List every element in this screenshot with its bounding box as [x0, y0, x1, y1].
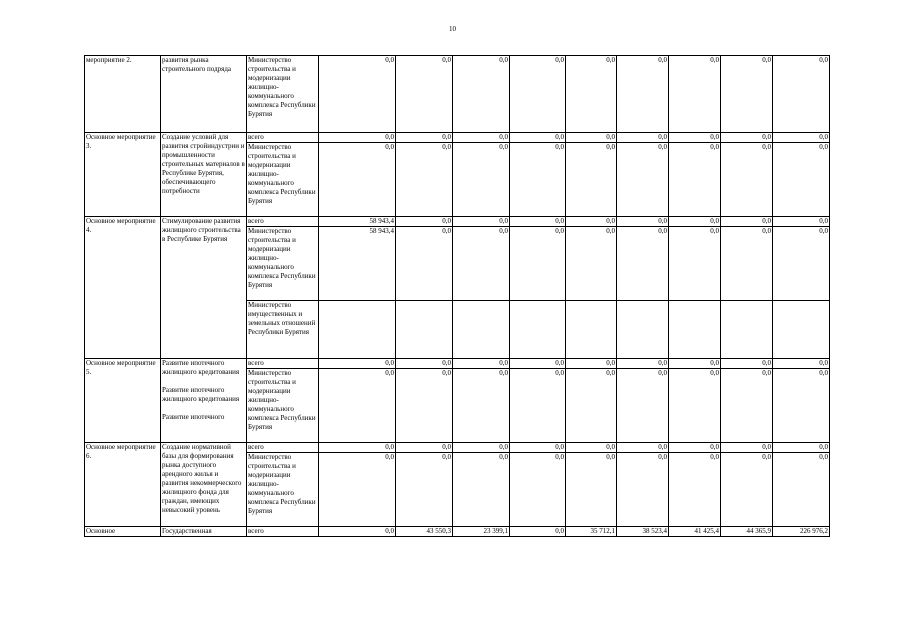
table-row [85, 133, 830, 143]
value-cell: 0,0 [721, 359, 773, 369]
event-name: Стимулирование развития жилищного строительства в Республике Бурятия [161, 217, 247, 359]
value-cell: 0,0 [453, 453, 510, 527]
value-cell: 0,0 [617, 217, 669, 227]
executor: всего [247, 359, 319, 369]
value-cell: 0,0 [617, 369, 669, 443]
value-cell: 0,0 [453, 227, 510, 301]
event-name [161, 359, 247, 443]
event-name: развития рынка строительного подряда [161, 56, 247, 133]
value-cell: 41 425,4 [669, 527, 721, 537]
event-number: Основное мероприятие 5. [85, 359, 161, 443]
value-cell: 0,0 [566, 217, 617, 227]
value-cell: 0,0 [566, 453, 617, 527]
value-cell: 0,0 [396, 443, 453, 453]
value-cell: 226 976,2 [773, 527, 830, 537]
value-cell: 0,0 [773, 143, 830, 217]
executor: Министерство строительства и модернизации жилищно-коммунального комплекса Республики Бурятия [247, 453, 319, 527]
value-cell [669, 301, 721, 359]
value-cell: 0,0 [453, 56, 510, 133]
value-cell: 35 712,1 [566, 527, 617, 537]
value-cell: 0,0 [721, 143, 773, 217]
event-number: Основное мероприятие 3. [85, 133, 161, 217]
event-number: Основное [85, 527, 161, 537]
executor: всего [247, 217, 319, 227]
value-cell: 0,0 [721, 56, 773, 133]
value-cell: 0,0 [510, 143, 566, 217]
value-cell: 0,0 [319, 56, 396, 133]
value-cell: 0,0 [617, 143, 669, 217]
value-cell: 23 399,1 [453, 527, 510, 537]
value-cell: 0,0 [617, 443, 669, 453]
table-row [85, 527, 830, 537]
value-cell: 0,0 [617, 359, 669, 369]
value-cell: 0,0 [669, 143, 721, 217]
value-cell: 0,0 [669, 359, 721, 369]
value-cell: 0,0 [510, 527, 566, 537]
value-cell: 58 943,4 [319, 227, 396, 301]
value-cell: 0,0 [510, 359, 566, 369]
executor: Министерство строительства и модернизации жилищно-коммунального комплекса Республики Бурятия [247, 369, 319, 443]
value-cell: 0,0 [617, 227, 669, 301]
value-cell: 0,0 [617, 56, 669, 133]
executor: Министерство имущественных и земельных отношений Республики Бурятия [247, 301, 319, 359]
event-number: Основное мероприятие 4. [85, 217, 161, 359]
value-cell: 58 943,4 [319, 217, 396, 227]
value-cell: 0,0 [721, 133, 773, 143]
value-cell: 0,0 [773, 369, 830, 443]
event-name-line: Развитие ипотечного [162, 413, 225, 421]
value-cell: 0,0 [319, 359, 396, 369]
executor: всего [247, 133, 319, 143]
value-cell: 0,0 [773, 133, 830, 143]
value-cell: 0,0 [510, 217, 566, 227]
value-cell: 0,0 [396, 56, 453, 133]
value-cell: 0,0 [319, 133, 396, 143]
value-cell: 0,0 [773, 56, 830, 133]
value-cell: 0,0 [721, 443, 773, 453]
value-cell: 0,0 [319, 527, 396, 537]
value-cell: 0,0 [453, 143, 510, 217]
value-cell: 0,0 [396, 453, 453, 527]
value-cell: 0,0 [773, 227, 830, 301]
value-cell: 0,0 [617, 133, 669, 143]
value-cell: 0,0 [453, 443, 510, 453]
value-cell: 0,0 [669, 217, 721, 227]
value-cell: 0,0 [669, 369, 721, 443]
value-cell: 0,0 [617, 453, 669, 527]
value-cell: 0,0 [566, 133, 617, 143]
value-cell: 0,0 [319, 369, 396, 443]
event-name-line: Развитие ипотечного жилищного кредитования [162, 386, 240, 403]
value-cell: 0,0 [453, 133, 510, 143]
value-cell: 0,0 [773, 359, 830, 369]
table-row [85, 443, 830, 453]
value-cell: 0,0 [319, 143, 396, 217]
value-cell: 38 523,4 [617, 527, 669, 537]
value-cell: 0,0 [773, 453, 830, 527]
value-cell: 0,0 [669, 133, 721, 143]
value-cell: 0,0 [773, 443, 830, 453]
value-cell: 0,0 [396, 369, 453, 443]
value-cell: 0,0 [396, 143, 453, 217]
event-number: Основное мероприятие 6. [85, 443, 161, 527]
value-cell: 0,0 [566, 443, 617, 453]
executor: Министерство строительства и модернизации жилищно-коммунального комплекса Республики Бурятия [247, 56, 319, 133]
value-cell: 0,0 [669, 443, 721, 453]
value-cell: 0,0 [396, 227, 453, 301]
value-cell: 0,0 [510, 443, 566, 453]
value-cell: 0,0 [721, 227, 773, 301]
table-row [85, 56, 830, 133]
value-cell: 0,0 [669, 453, 721, 527]
value-cell: 0,0 [319, 453, 396, 527]
value-cell [773, 301, 830, 359]
executor: всего [247, 443, 319, 453]
value-cell: 0,0 [566, 359, 617, 369]
value-cell: 0,0 [721, 217, 773, 227]
value-cell: 44 365,9 [721, 527, 773, 537]
value-cell: 0,0 [566, 369, 617, 443]
value-cell [453, 301, 510, 359]
value-cell: 0,0 [566, 227, 617, 301]
event-number: мероприятие 2. [85, 56, 161, 133]
event-name: Создание условий для развития стройиндустрии и промышленности строительных материалов в Республике Бурятия, обеспечивающего потребности [161, 133, 247, 217]
executor: всего [247, 527, 319, 537]
value-cell [319, 301, 396, 359]
value-cell: 0,0 [721, 453, 773, 527]
value-cell [721, 301, 773, 359]
value-cell [396, 301, 453, 359]
value-cell: 0,0 [396, 217, 453, 227]
value-cell: 0,0 [510, 133, 566, 143]
event-name: Создание нормативной базы для формирования рынка доступного арендного жилья и развития некоммерческого жилищного фонда для граждан, имеющих невысокий уровень [161, 443, 247, 527]
value-cell: 0,0 [453, 369, 510, 443]
value-cell: 0,0 [773, 217, 830, 227]
value-cell: 0,0 [396, 133, 453, 143]
value-cell: 0,0 [721, 369, 773, 443]
table-row [85, 217, 830, 227]
value-cell: 0,0 [453, 217, 510, 227]
event-name-line: Развитие ипотечного жилищного кредитования [162, 359, 240, 376]
value-cell [510, 301, 566, 359]
executor: Министерство строительства и модернизации жилищно-коммунального комплекса Республики Бурятия [247, 143, 319, 217]
table-row [85, 359, 830, 369]
page-number: 10 [449, 25, 456, 33]
event-name: Государственная [161, 527, 247, 537]
value-cell [617, 301, 669, 359]
value-cell: 0,0 [319, 443, 396, 453]
value-cell: 0,0 [510, 369, 566, 443]
value-cell: 0,0 [510, 227, 566, 301]
value-cell: 0,0 [566, 56, 617, 133]
value-cell: 0,0 [510, 56, 566, 133]
value-cell [566, 301, 617, 359]
value-cell: 0,0 [453, 359, 510, 369]
value-cell: 0,0 [669, 227, 721, 301]
value-cell: 0,0 [566, 143, 617, 217]
executor: Министерство строительства и модернизации жилищно-коммунального комплекса Республики Бурятия [247, 227, 319, 301]
value-cell: 43 550,3 [396, 527, 453, 537]
value-cell: 0,0 [396, 359, 453, 369]
value-cell: 0,0 [510, 453, 566, 527]
budget-table [84, 55, 830, 537]
value-cell: 0,0 [669, 56, 721, 133]
